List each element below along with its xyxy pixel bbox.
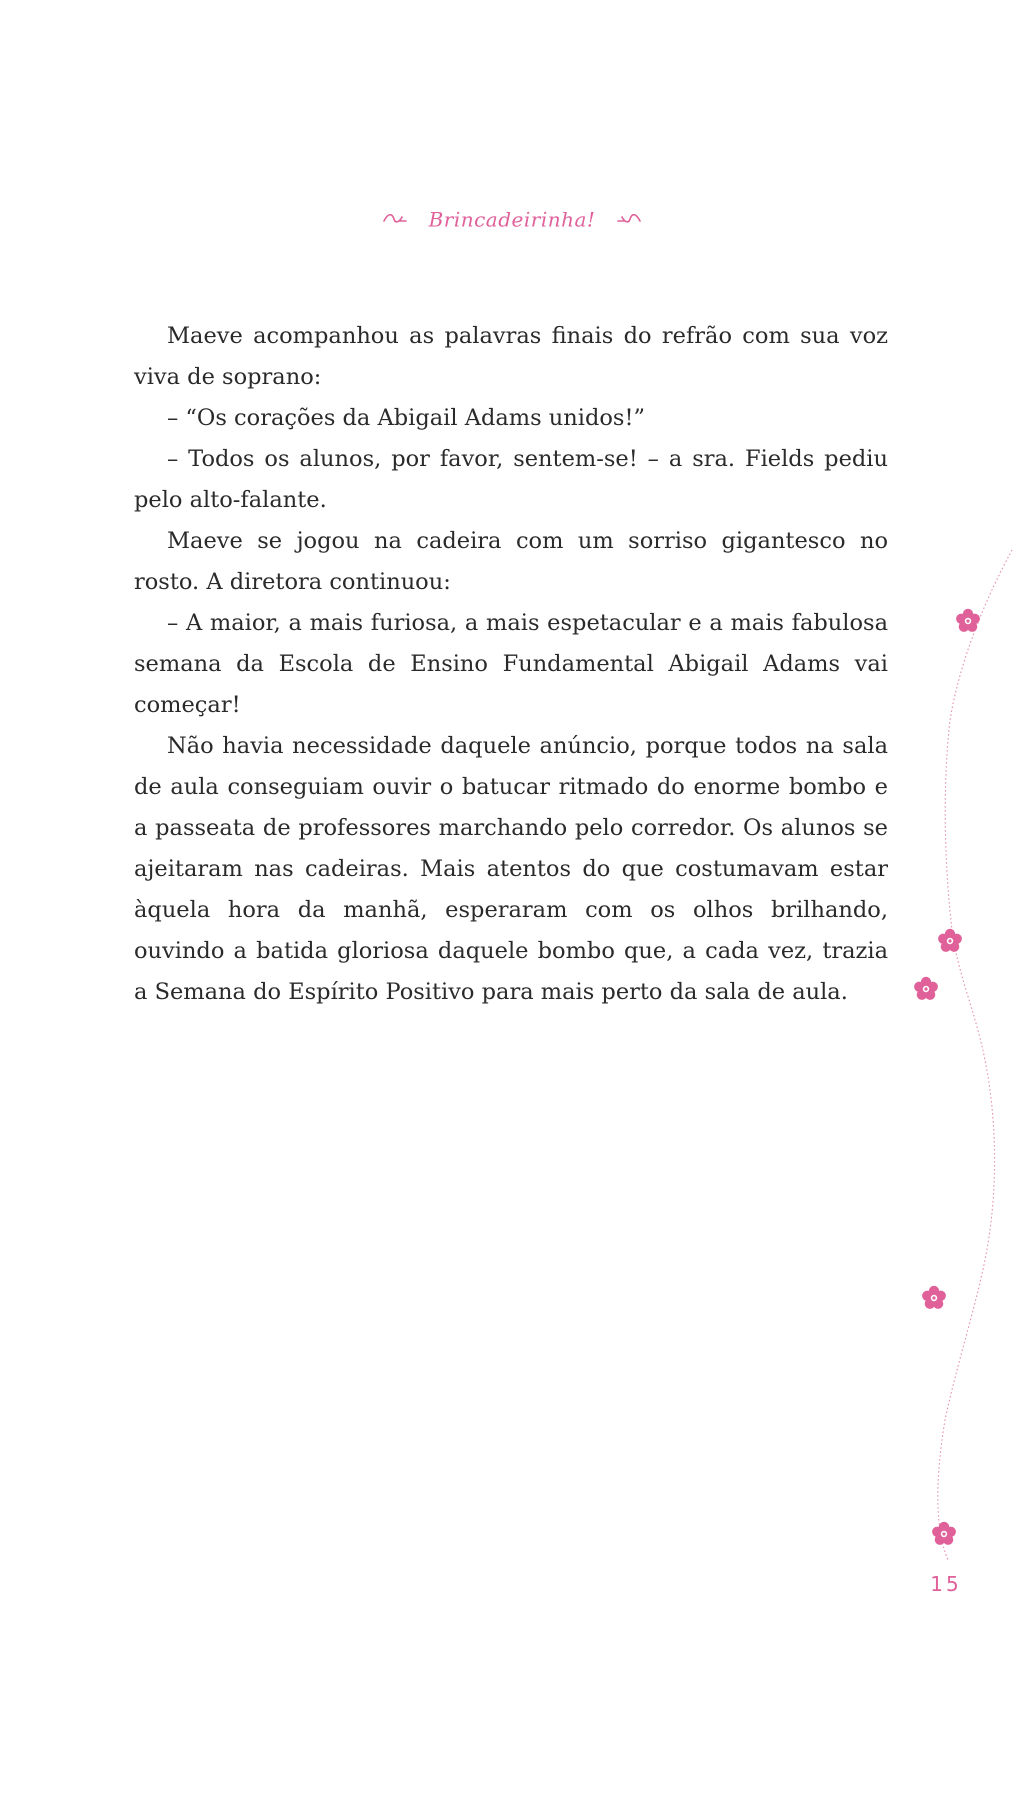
paragraph: – Todos os alunos, por favor, sentem-se! – a sra. Fields pediu pelo alto-falante. [134, 446, 888, 513]
paragraph: Não havia necessidade daquele anúncio, porque todos na sala de aula conseguiam ouvir o batucar ritmado do enorme bombo e a passeata de professores marchando pelo corredor. Os alunos se ajeitaram nas cadeiras. Mais atentos do que costumavam estar àquela hora da manhã, esperaram com os olhos brilhando, ouvindo a batida gloriosa daquele bombo que, a cada vez, trazia a Semana do Espírito Positivo para mais perto da sala de aula. [134, 733, 888, 1005]
flower-icon [938, 929, 962, 952]
flower-icon [914, 977, 938, 1000]
flower-icon [922, 1286, 946, 1309]
body-text [134, 316, 888, 1013]
swirl-ornament-left-icon [382, 211, 408, 229]
paragraph: Maeve se jogou na cadeira com um sorriso gigantesco no rosto. A diretora continuou: [134, 528, 888, 595]
flower-icon [932, 1522, 956, 1545]
flower-icon [956, 609, 980, 632]
running-header-title: Brincadeirinha! [428, 207, 596, 232]
paragraph: Maeve acompanhou as palavras finais do refrão com sua voz viva de soprano: [134, 323, 888, 390]
paragraph: – A maior, a mais furiosa, a mais espetacular e a mais fabulosa semana da Escola de Ensino Fundamental Abigail Adams vai começar! [134, 610, 888, 718]
running-header [0, 206, 1024, 232]
page-number: 15 [930, 1572, 962, 1596]
paragraph: – “Os corações da Abigail Adams unidos!” [167, 405, 646, 431]
vine-stem [938, 550, 1012, 1560]
swirl-ornament-right-icon [616, 211, 642, 229]
